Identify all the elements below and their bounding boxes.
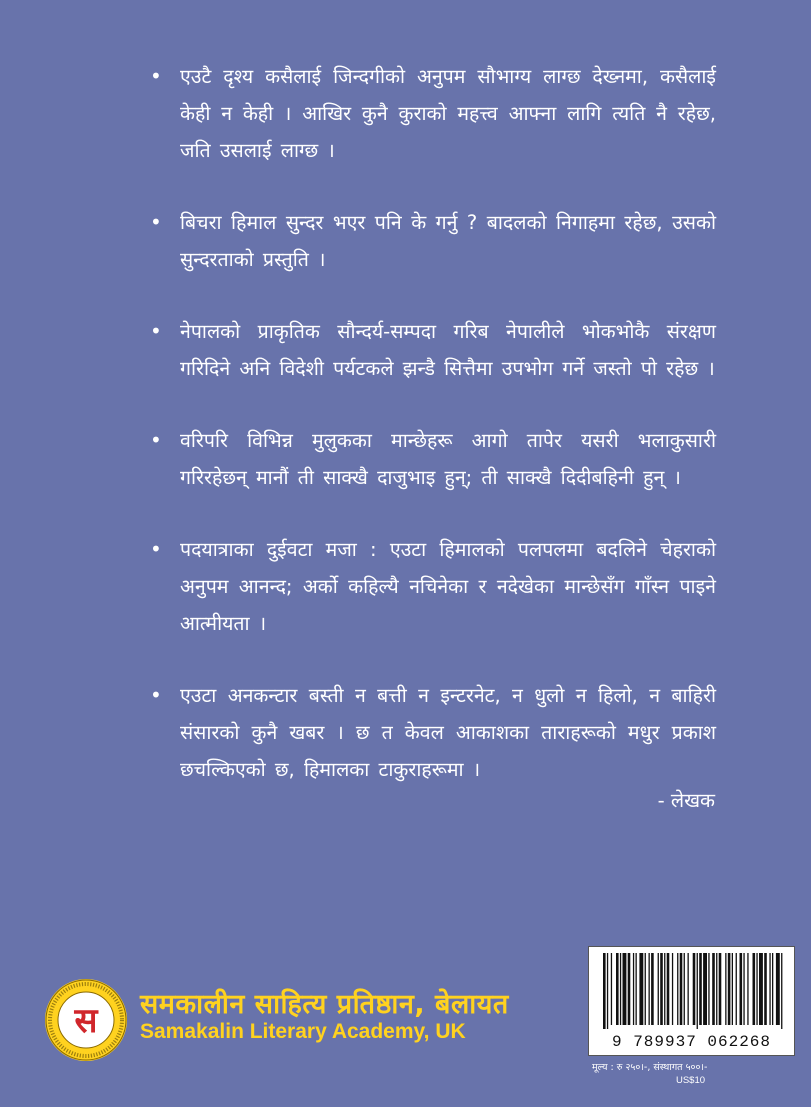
quote-item	[150, 531, 716, 642]
back-cover-quotes	[150, 58, 716, 823]
barcode-bar	[716, 953, 717, 1025]
barcode-bar	[728, 953, 731, 1025]
bullet-icon: •	[150, 210, 162, 234]
barcode-bar	[753, 953, 756, 1025]
quote-item	[150, 313, 716, 387]
barcode-bar	[672, 953, 673, 1025]
barcode-bar	[680, 953, 683, 1025]
barcode-bar	[649, 953, 650, 1025]
barcode-bar	[703, 953, 707, 1025]
price-usd: US$10	[675, 1075, 706, 1086]
barcode-bar	[645, 953, 646, 1025]
barcode-bar	[693, 953, 696, 1025]
barcode-bar	[660, 953, 663, 1025]
barcode-bar	[759, 953, 763, 1025]
quote-item	[150, 422, 716, 496]
barcode-bar	[607, 953, 608, 1029]
price-nepali: मूल्य : रु २५०।-, संस्थागत ५००।-	[592, 1062, 708, 1073]
barcode-bar	[667, 953, 670, 1025]
publisher-logo-icon	[44, 978, 128, 1062]
quote-text: वरिपरि विभिन्न मुलुकका मान्छेहरू आगो तापेर यसरी भलाकुसारी गरिरहेछन् मानौं ती साक्खै दाजुभाइ हुन्; ती साक्खै दिदीबहिनी हुन् ।	[180, 429, 716, 489]
quote-item	[150, 677, 716, 788]
barcode-bar	[740, 953, 743, 1025]
barcode-bar	[616, 953, 619, 1025]
barcode-bar	[772, 953, 773, 1025]
barcode-bar	[719, 953, 722, 1025]
bullet-icon: •	[150, 64, 162, 88]
quote-text: नेपालको प्राकृतिक सौन्दर्य-सम्पदा गरिब नेपालीले भोकभोकै संरक्षण गरिदिने अनि विदेशी पर्यटकले झन्डै सित्तैमा उपभोग गर्ने जस्तो पो रहेछ ।	[180, 320, 716, 380]
barcode-bar	[725, 953, 726, 1025]
barcode-bars	[589, 947, 794, 1029]
barcode-bar	[603, 953, 606, 1029]
barcode-bar	[732, 953, 733, 1025]
barcode-bar	[611, 953, 612, 1025]
barcode-bar	[658, 953, 659, 1025]
barcode-bar	[756, 953, 757, 1025]
barcode-bar	[633, 953, 634, 1025]
quote-text: एउटै दृश्य कसैलाई जिन्दगीको अनुपम सौभाग्य लाग्छ देख्नमा, कसैलाई केही न केही । आखिर कुनै कुराको महत्त्व आफ्ना लागि त्यति नै रहेछ, जति उसलाई लाग्छ ।	[180, 65, 716, 162]
barcode-bar	[623, 953, 627, 1025]
quote-item	[150, 204, 716, 278]
isbn-barcode	[588, 946, 795, 1056]
barcode-bar	[699, 953, 702, 1025]
barcode-bar	[736, 953, 737, 1025]
quote-text: पदयात्राका दुईवटा मजा : एउटा हिमालको पलपलमा बदलिने चेहराको अनुपम आनन्द; अर्को कहिल्यै नचिनेका र नदेखेका मान्छेसँग गाँस्न पाइने आत्मीयता ।	[180, 538, 716, 635]
isbn-number: 9 789937 062268	[611, 1033, 772, 1051]
author-attribution: - लेखक	[657, 789, 715, 812]
bullet-icon: •	[150, 537, 162, 561]
quote-text: बिचरा हिमाल सुन्दर भएर पनि के गर्नु ? बादलको निगाहमा रहेछ, उसको सुन्दरताको प्रस्तुति ।	[180, 211, 716, 271]
logo-letter: स	[74, 1001, 98, 1041]
barcode-bar	[677, 953, 678, 1025]
quote-text: एउटा अनकन्टार बस्ती न बत्ती न इन्टरनेट, न धुलो न हिलो, न बाहिरी संसारको कुनै खबर । छ त केवल आकाशका ताराहरूको मधुर प्रकाश छचल्किएको छ, हिमालका टाकुराहरूमा ।	[180, 684, 716, 781]
barcode-bar	[781, 953, 782, 1029]
barcode-bar	[708, 953, 709, 1025]
bullet-icon: •	[150, 683, 162, 707]
bullet-icon: •	[150, 319, 162, 343]
barcode-bar	[697, 953, 698, 1029]
barcode-bar	[712, 953, 715, 1025]
bullet-icon: •	[150, 428, 162, 452]
barcode-bar	[651, 953, 654, 1025]
barcode-bar	[769, 953, 770, 1025]
publisher-name-english: Samakalin Literary Academy, UK	[140, 1020, 466, 1043]
barcode-bar	[684, 953, 685, 1025]
barcode-bar	[636, 953, 637, 1025]
quote-item	[150, 58, 716, 169]
barcode-bar	[688, 953, 689, 1025]
barcode-bar	[764, 953, 767, 1025]
barcode-bar	[776, 953, 780, 1025]
barcode-bar	[664, 953, 665, 1025]
barcode-bar	[747, 953, 748, 1025]
barcode-bar	[628, 953, 631, 1025]
barcode-bar	[743, 953, 744, 1025]
barcode-bar	[639, 953, 643, 1025]
barcode-bar	[620, 953, 621, 1025]
publisher-name-nepali: समकालीन साहित्य प्रतिष्ठान, बेलायत	[140, 989, 509, 1020]
